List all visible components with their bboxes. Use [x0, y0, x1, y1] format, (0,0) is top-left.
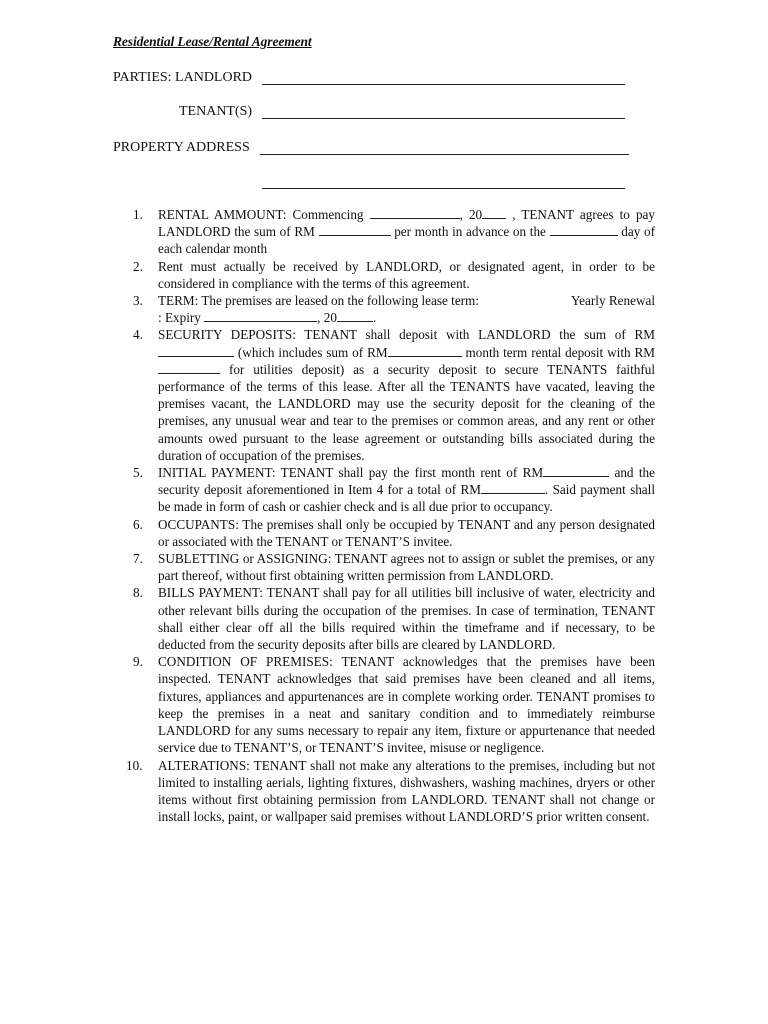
total-payment-blank — [481, 482, 545, 494]
property-address-blank-line-2 — [262, 188, 625, 189]
commencing-year-blank — [482, 207, 506, 219]
clause-5: 5. INITIAL PAYMENT: TENANT shall pay the first month rent of RM and the security deposit aforementioned in Item 4 for a total of RM . Said payment shall be made in form of cash or cashier check and is all due prior to occupancy. — [133, 465, 655, 515]
tenants-blank-line — [262, 118, 625, 119]
property-address-label: PROPERTY ADDRESS — [113, 140, 250, 155]
first-month-rent-blank — [543, 465, 609, 477]
clause-3: 3. TERM: The premises are leased on the following lease term: Yearly Renewal : Expiry , 20 . — [133, 293, 655, 326]
clause-number: 5. — [133, 465, 143, 481]
clause-9: 9. CONDITION OF PREMISES: TENANT acknowledges that the premises have been inspected. TENANT acknowledges that said premises have been cleaned and all items, fixtures, appliances and appurtenances are in complete working order. TENANT promises to keep the premises in a neat and sanitary condition and to immediately reimburse LANDLORD for any sums necessary to repair any item, fixture or appurtenance that needed service due to TENANT’S, or TENANT’S invitee, misuse or negligence. — [133, 654, 655, 756]
parties-landlord-label: PARTIES: LANDLORD — [113, 70, 253, 85]
clause-number: 6. — [133, 516, 143, 532]
tenants-label: TENANT(S) — [179, 104, 253, 119]
clause-number: 2. — [133, 258, 143, 274]
expiry-year-blank — [337, 310, 373, 322]
clause-1: 1. RENTAL AMMOUNT: Commencing , 20 , TENANT agrees to pay LANDLORD the sum of RM per month in advance on the day of each calendar month — [133, 207, 655, 257]
clause-4: 4. SECURITY DEPOSITS: TENANT shall deposit with LANDLORD the sum of RM (which includes sum of RM month term rental deposit with RM for utilities deposit) as a security deposit to secure TENANTS faithful performance of the terms of this lease. After all the TENANTS have vacated, leaving the premises vacant, the LANDLORD may use the security deposit for the cleaning of the premises, any unusual wear and tear to the premises or common areas, and any rent or other amounts owed pursuant to the lease agreement or outstanding bills associated during the duration of occupation of the premises. — [133, 327, 656, 463]
clause-list — [113, 206, 655, 825]
clause-number: 10. — [126, 757, 143, 773]
clause-number: 4. — [133, 327, 143, 343]
clause-number: 9. — [133, 654, 143, 670]
clause-number: 8. — [133, 585, 143, 601]
clause-6: 6. OCCUPANTS: The premises shall only be occupied by TENANT and any person designated or associated with the TENANT or TENANT’S invitee. — [133, 516, 655, 549]
due-day-blank — [550, 224, 618, 236]
utilities-deposit-blank — [158, 362, 220, 374]
expiry-date-blank — [204, 310, 317, 322]
landlord-blank-line — [262, 84, 625, 85]
commencing-date-blank — [370, 207, 460, 219]
clause-8: 8. BILLS PAYMENT: TENANT shall pay for all utilities bill inclusive of water, electricity and other relevant bills during the occupation of the premises. In case of termination, TENANT shall either clear off all the bills required within the timeframe and if necessary, to be deducted from the security deposits after bills are cleared by LANDLORD. — [133, 585, 655, 653]
rental-deposit-blank — [388, 345, 462, 357]
security-deposit-blank — [158, 345, 234, 357]
document-title: Residential Lease/Rental Agreement — [113, 34, 312, 49]
clause-10: 10. ALTERATIONS: TENANT shall not make any alterations to the premises, including but not limited to installing aerials, lighting fixtures, dishwashers, washing machines, dryers or other items without first obtaining permission from LANDLORD. TENANT shall not change or install locks, paint, or wallpaper said premises without LANDLORD’S prior written consent. — [126, 757, 655, 825]
clause-number: 3. — [133, 293, 143, 309]
clause-7: 7. SUBLETTING or ASSIGNING: TENANT agrees not to assign or sublet the premises, or any part thereof, without first obtaining written permission from LANDLORD. — [133, 551, 655, 584]
clause-2: 2. Rent must actually be received by LANDLORD, or designated agent, in order to be considered in compliance with the terms of this agreement. — [133, 258, 655, 291]
property-address-blank-line-1 — [260, 154, 629, 155]
clause-number: 7. — [133, 551, 143, 567]
clause-number: 1. — [133, 207, 143, 222]
rent-amount-blank — [319, 224, 391, 236]
